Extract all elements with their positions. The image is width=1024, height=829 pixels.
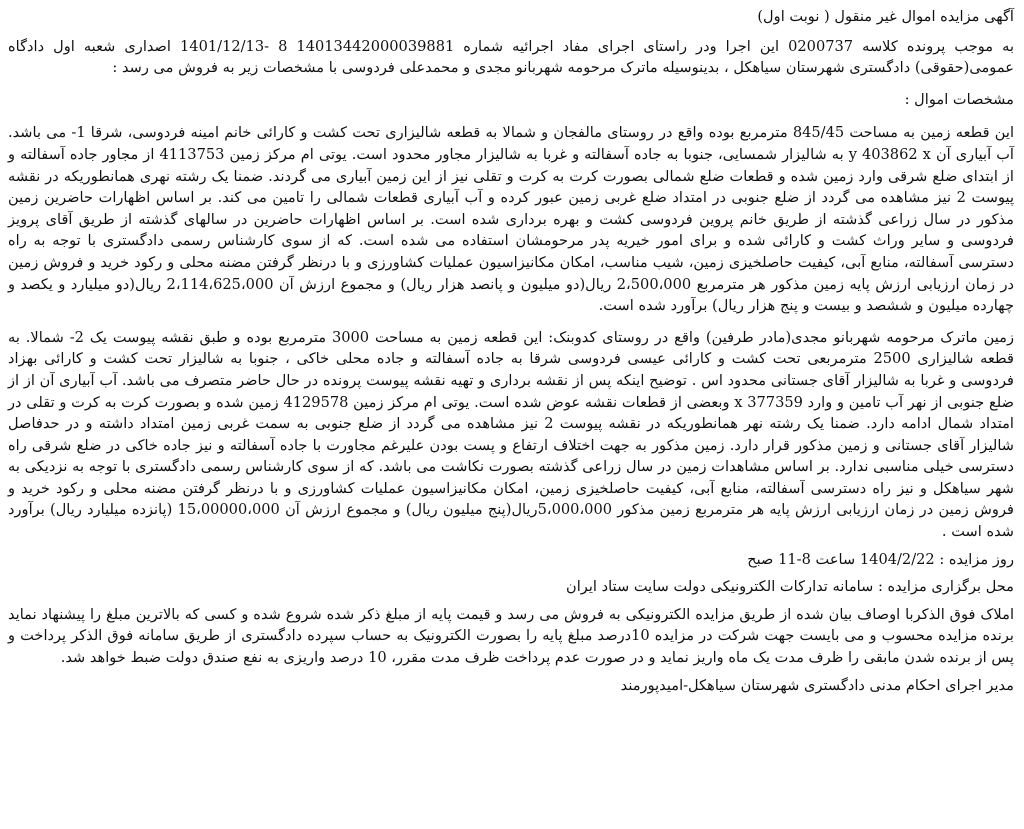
- property-item-1: این قطعه زمین به مساحت 845/45 مترمربع بوده واقع در روستای مالفجان و شمالا به قطعه شالیزاری تحت کشت و کارائی خانم امینه فردوسی، شرقا 1- می باشد. آب آبیاری آن y 403862 x به شالیزار شمسایی، جنوبا به جاده آسفالته و غربا به شالیزار مجاور محدود است. یوتی ام مرکز زمین 4113753 از مجاور جاده آسفالته و از ابتدای ضلع شرقی وارد زمین شده و قطعات ضلع شمالی بصورت کرت به کرت و تقلی نیز از این زمین آبیاری می گردند. ضمنا یک رشته نهری همانطوریکه در نقشه پیوست 2 نیز مشاهده می گردد از ضلع جنوبی در امتداد ضلع غربی زمین عبور کرده و آب آبیاری قطعات شمالی را تامین می کند. بر اساس اظهارات حاضرین زمین مذکور در سال زراعی گذشته از طریق خانم پروین فردوسی کشت و بهره برداری شده است. بر اساس اظهارات حاضرین در سالهای گذشته از طریق آقای پرویز فردوسی و سایر وراث کشت و کارائی شده و برای امور خیریه پدر مرحومشان استفاده می شده است. که از سوی کارشناس رسمی دادگستری با توجه به راه دسترسی آسفالته، منابع آبی، کیفیت حاصلخیزی زمین، شیب مناسب، امکان مکانیزاسیون عملیات کشاورزی و با درنظر گرفتن مضنه محلی و رکود خرید و فروش زمین در زمان ارزیابی ارزش پایه زمین مذکور هر مترمربع 2،500،000 ریال(دو میلیون و پانصد هزار ریال) و مجموع ارزش آن 2،114،625،000 ریال(دو میلیارد و یکصد و چهارده میلیون و ششصد و بیست و پنج هزار ریال) برآورد شده است.: [8, 124, 1015, 315]
- auction-date: روز مزایده : 1404/2/22 ساعت 8-11 صبح: [747, 550, 1014, 568]
- property-item-2: زمین ماترک مرحومه شهربانو مجدی(مادر طرفین) واقع در روستای کدوبنک: این قطعه زمین به مساحت 3000 مترمربع بوده و طبق نقشه پیوست یک 2- شمالا. به قطعه شالیزاری 2500 مترمربعی تحت کشت و کارائی عیسی فردوسی شرقا به جاده آسفالته و جاده محلی خاکی ، جنوبا به شالیزار تحت کشت و کارائی بهزاد فردوسی و غربا به شالیزار آقای جستانی محدود اس . توضیح اینکه پس از نقشه برداری و تهیه نقشه پیوست پرونده در حال حاضر متصرف می باشد. آب آبیاری آن از از ضلع جنوبی از نهر آب تامین و وارد 377359 x وبعضی از قطعات نقشه عوض شده است. یوتی ام مرکز زمین 4129578 زمین شده و بصورت کرت به کرت و تقلی در امتداد شمال ادامه دارد. ضمنا یک رشته نهر همانطوریکه در نقشه پیوست 2 نیز مشاهده می گردد از ضلع جنوبی به سمت غربی زمین امتداد داشته و در حدفاصل شالیزار آقای جستانی و زمین مذکور قرار دارد. زمین مذکور به جهت اختلاف ارتفاع و پست بودن علیرغم مجاورت با جاده آسفالته و نیز جاده خاکی در ضلع شرقی راه دسترسی خیلی مناسبی ندارد. بر اساس مشاهدات زمین در سال زراعی گذشته بصورت نکاشت می باشد. که از سوی کارشناس رسمی دادگستری با توجه به نزدیکی به شهر سیاهکل و نیز راه دسترسی آسفالته، منابع آبی، کیفیت حاصلخیزی زمین، امکان مکانیزاسیون عملیات کشاورزی و با درنظر گرفتن مضنه محلی و رکود خرید و فروش زمین در زمان ارزیابی ارزش پایه هر مترمربع زمین مذکور 5،000،000ریال(پنج میلیون ریال) و مجموع ارزش آن 15،00000،000 (پانزده میلیارد ریال) برآورد شده است .: [8, 328, 1015, 541]
- signature-line: مدیر اجرای احکام مدنی دادگستری شهرستان سیاهکل-امیدپورمند: [620, 676, 1014, 694]
- auction-notice: [8, 6, 1014, 696]
- auction-terms: املاک فوق الذکربا اوصاف بیان شده از طریق مزایده الکترونیکی به فروش می رسد و قیمت پایه از مبلغ ذکر شده شروع شده و کسی که بالاترین مبلغ را پیشنهاد نماید برنده مزایده محسوب و می بایست جهت شرکت در مزایده 10درصد مبلغ پایه را بصورت الکترونیک به حساب سپرده دادگستری از طریق سامانه فوق الذکر پرداخت و پس از برنده شدن مابقی را ظرف مدت یک ماه واریز نماید و در صورت عدم پرداخت ظرف مدت مقرر، 10 درصد واریزی به نفع صندق دولت ضبط خواهد شد.: [8, 605, 1014, 667]
- notice-title: آگهی مزایده اموال غیر منقول ( نوبت اول): [757, 8, 1014, 25]
- intro-paragraph: به موجب پرونده کلاسه 0200737 این اجرا ودر راستای اجرای مفاد اجرائیه شماره 14013442000039881 8 -1401/12/13 اصداری شعبه اول دادگاه عمومی(حقوقی) دادگستری شهرستان سیاهکل ، بدینوسیله ماترک مرحومه شهربانو مجدی و محمدعلی فردوسی با مشخصات زیر به فروش می رسد :: [8, 37, 1015, 77]
- auction-venue: محل برگزاری مزایده : سامانه تدارکات الکترونیکی دولت سایت ستاد ایران: [566, 578, 1014, 596]
- specs-heading: مشخصات اموال :: [904, 90, 1014, 108]
